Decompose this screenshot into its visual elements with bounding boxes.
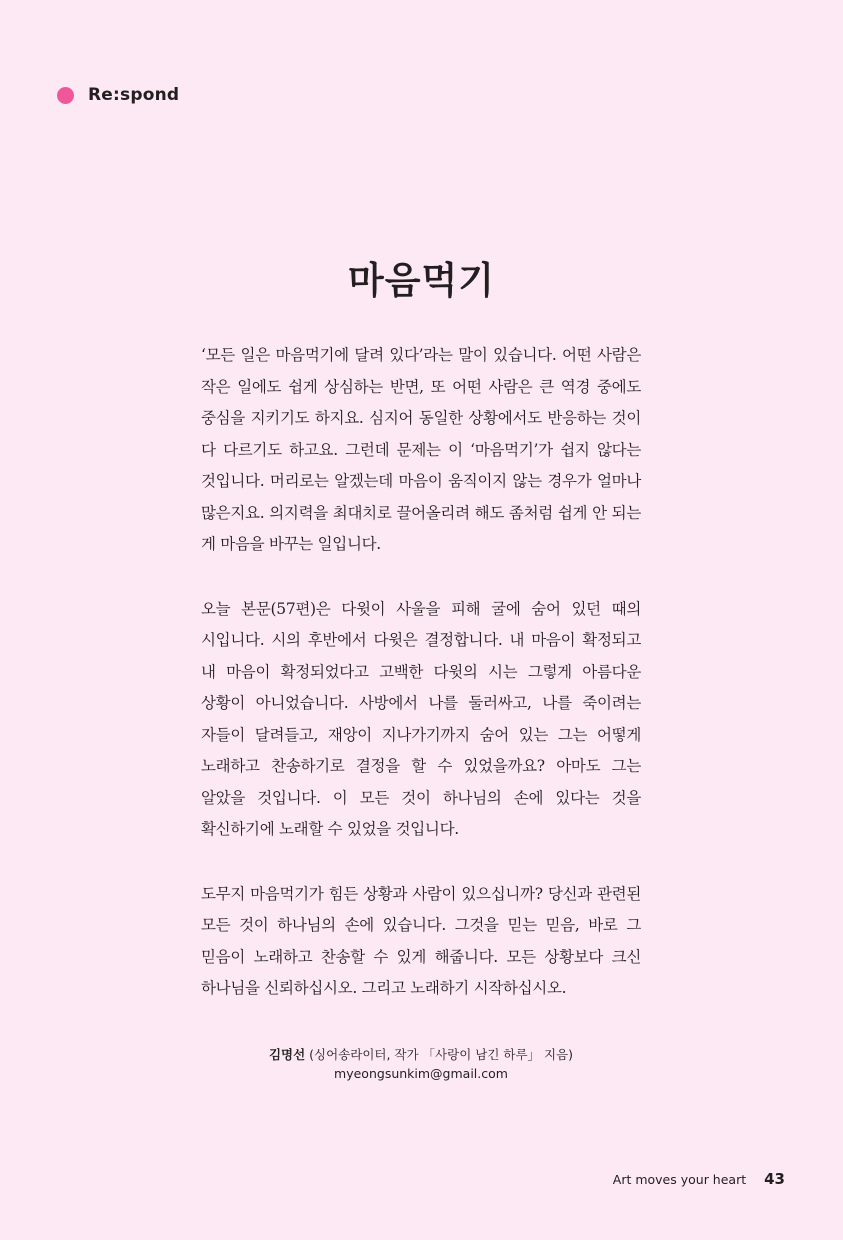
page-number: 43 — [764, 1170, 785, 1188]
article-title: 마음먹기 — [348, 259, 495, 302]
paragraph-2: 오늘 본문(57편)은 다윗이 사울을 피해 굴에 숨어 있던 때의 시입니다. 시의 후반에서 다윗은 결정합니다. 내 마음이 확정되고 내 마음이 확정되었다고 고백한 다윗의 시는 그렇게 아름다운 상황이 아니었습니다. 사방에서 나를 둘러싸고, 나를 죽이려는 자들이 달려들고, 재앙이 지나가기까지 숨어 있는 그는 어떻게 노래하고 찬송하기로 결정을 할 수 있었을까요? 아마도 그는 알았을 것입니다. 이 모든 것이 하나님의 손에 있다는 것을 확신하기에 노래할 수 있었을 것입니다. — [201, 599, 641, 838]
author-line — [201, 1045, 641, 1064]
pink-circle-icon — [57, 87, 74, 104]
author-description: (싱어송라이터, 작가 「사랑이 남긴 하루」 지음) — [305, 1047, 574, 1062]
author-email: myeongsunkim@gmail.com — [334, 1066, 508, 1081]
paragraph-1: ‘모든 일은 마음먹기에 달려 있다’라는 말이 있습니다. 어떤 사람은 작은 일에도 쉽게 상심하는 반면, 또 어떤 사람은 큰 역경 중에도 중심을 지키기도 하지요. 심지어 동일한 상황에서도 반응하는 것이 다 다르기도 하고요. 그런데 문제는 이 ‘마음먹기’가 쉽지 않다는 것입니다. 머리로는 알겠는데 마음이 움직이지 않는 경우가 얼마나 많은지요. 의지력을 최대치로 끌어올리려 해도 좀처럼 쉽게 안 되는 게 마음을 바꾸는 일입니다. — [201, 346, 641, 553]
article-body — [201, 340, 641, 1038]
section-name: Re:spond — [88, 85, 180, 105]
footer-slogan: Art moves your heart — [612, 1172, 747, 1187]
author-credit — [201, 1045, 641, 1083]
page-footer — [613, 1170, 785, 1188]
paragraph-3: 도무지 마음먹기가 힘든 상황과 사람이 있으십니까? 당신과 관련된 모든 것이 하나님의 손에 있습니다. 그것을 믿는 믿음, 바로 그 믿음이 노래하고 찬송할 수 있게 해줍니다. 모든 상황보다 크신 하나님을 신뢰하십시오. 그리고 노래하기 시작하십시오. — [201, 884, 641, 997]
section-label — [57, 85, 179, 105]
author-name: 김명선 — [268, 1047, 306, 1062]
